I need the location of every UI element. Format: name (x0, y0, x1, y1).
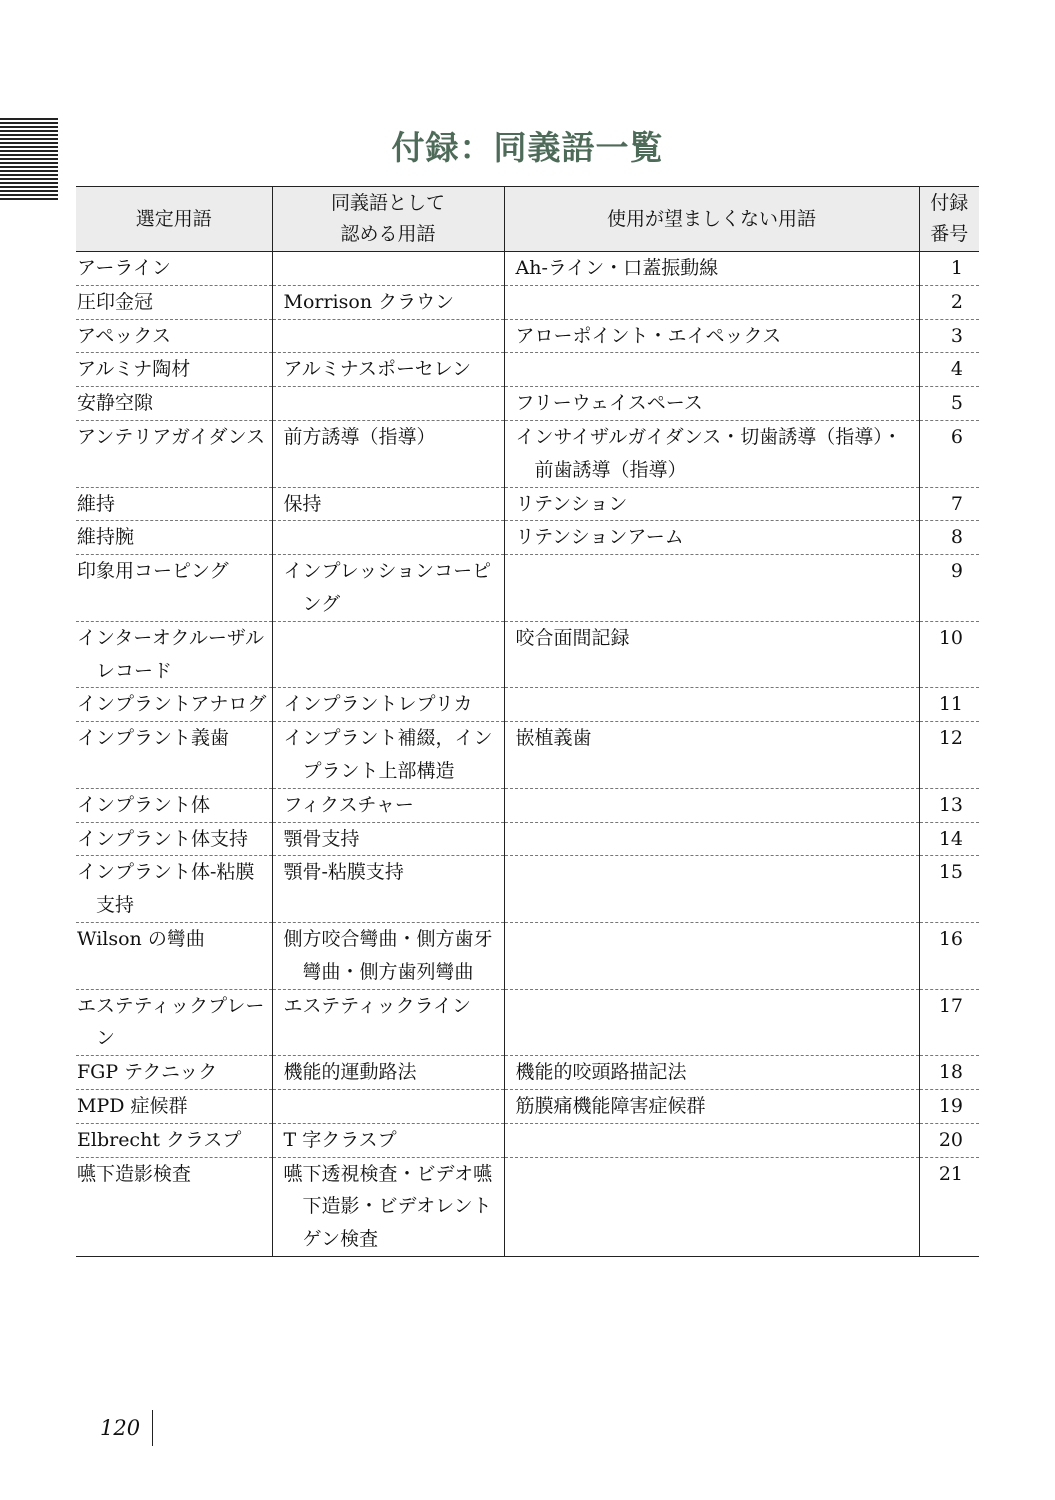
avoid-cell-text: 機能的咬頭路描記法 (515, 1061, 687, 1084)
appendix-number-cell-text: 12 (938, 727, 963, 750)
appendix-number-cell (919, 420, 979, 487)
appendix-number-cell (919, 722, 979, 789)
term-cell (76, 252, 272, 286)
avoid-cell (504, 1089, 919, 1123)
page-number-rule (152, 1410, 153, 1446)
synonym-cell (272, 922, 504, 989)
term-cell-text: アルミナ陶材 (77, 358, 191, 381)
synonym-cell-text: 機能的運動路法 (283, 1061, 417, 1084)
appendix-number-cell (919, 1089, 979, 1123)
avoid-cell-text: フリーウェイスペース (515, 392, 703, 415)
appendix-number-cell-text: 6 (950, 425, 963, 448)
avoid-cell (504, 822, 919, 856)
page-title: 付録：同義語一覧 (391, 128, 664, 167)
appendix-number-cell-text: 10 (938, 626, 963, 649)
appendix-number-cell (919, 856, 979, 923)
term-cell (76, 1157, 272, 1256)
header-term: 選定用語 (76, 187, 272, 252)
table-row (76, 487, 979, 521)
avoid-cell (504, 989, 919, 1056)
term-cell (76, 856, 272, 923)
term-cell (76, 521, 272, 555)
synonym-cell-text: アルミナスポーセレン (283, 358, 472, 381)
synonym-cell (272, 521, 504, 555)
avoid-cell (504, 1157, 919, 1256)
table-row (76, 521, 979, 555)
appendix-number-cell (919, 788, 979, 822)
appendix-number-cell (919, 319, 979, 353)
appendix-number-cell (919, 822, 979, 856)
appendix-number-cell-text: 3 (950, 324, 963, 347)
synonym-cell (272, 856, 504, 923)
term-cell-text: FGP テクニック (77, 1061, 218, 1084)
term-cell-text: Wilson の彎曲 (77, 927, 205, 950)
table-row (76, 1056, 979, 1090)
table-row (76, 285, 979, 319)
synonym-cell (272, 1157, 504, 1256)
avoid-cell (504, 319, 919, 353)
table-row (76, 1089, 979, 1123)
avoid-cell (504, 387, 919, 421)
appendix-number-cell (919, 688, 979, 722)
term-cell-text: MPD 症候群 (77, 1094, 188, 1117)
appendix-number-cell (919, 989, 979, 1056)
table-row (76, 555, 979, 622)
term-cell-text: 維持腕 (77, 526, 135, 549)
avoid-cell (504, 856, 919, 923)
avoid-cell (504, 688, 919, 722)
appendix-number-cell-text: 13 (938, 793, 963, 816)
avoid-cell (504, 555, 919, 622)
avoid-cell (504, 252, 919, 286)
avoid-cell (504, 285, 919, 319)
avoid-cell (504, 788, 919, 822)
term-cell (76, 487, 272, 521)
term-cell-text: 維持 (77, 492, 116, 515)
appendix-number-cell-text: 8 (950, 526, 963, 549)
synonym-cell (272, 487, 504, 521)
avoid-cell (504, 621, 919, 688)
table-body (76, 252, 979, 1257)
term-cell-text: インプラント体-粘膜支持 (77, 861, 255, 917)
synonym-cell (272, 722, 504, 789)
header-synonym-line2: 認める用語 (340, 223, 436, 245)
synonym-cell-text: 顎骨-粘膜支持 (283, 861, 404, 884)
term-cell (76, 722, 272, 789)
synonym-cell (272, 387, 504, 421)
appendix-number-cell-text: 9 (950, 560, 963, 583)
synonym-cell-text: インプラント補綴，インプラント上部構造 (283, 727, 493, 782)
term-cell (76, 1089, 272, 1123)
term-cell (76, 285, 272, 319)
synonym-cell (272, 285, 504, 319)
term-cell-text: アペックス (77, 324, 172, 347)
appendix-number-cell (919, 555, 979, 622)
synonym-cell-text: 保持 (283, 492, 322, 515)
term-cell (76, 387, 272, 421)
appendix-number-cell-text: 11 (938, 693, 963, 716)
table-row (76, 822, 979, 856)
appendix-number-cell (919, 252, 979, 286)
appendix-number-cell (919, 1157, 979, 1256)
table-row (76, 319, 979, 353)
appendix-number-cell-text: 16 (938, 927, 963, 950)
synonym-cell (272, 319, 504, 353)
avoid-cell-text: リテンション (515, 492, 628, 515)
avoid-cell-text: インサイザルガイダンス・切歯誘導（指導）・前歯誘導（指導） (515, 425, 902, 481)
synonym-cell (272, 688, 504, 722)
table-row (76, 252, 979, 286)
avoid-cell (504, 487, 919, 521)
appendix-number-cell-text: 2 (950, 290, 963, 313)
appendix-number-cell (919, 387, 979, 421)
appendix-number-cell (919, 1056, 979, 1090)
synonym-cell-text: 嚥下透視検査・ビデオ嚥下造影・ビデオレントゲン検査 (283, 1162, 493, 1251)
table-row (76, 922, 979, 989)
synonym-cell-text: 側方咬合彎曲・側方歯牙彎曲・側方歯列彎曲 (283, 927, 493, 983)
page-number: 120 (100, 1416, 141, 1440)
term-cell-text: エステティックプレーン (77, 994, 265, 1050)
avoid-cell-text: 咬合面間記録 (515, 626, 630, 649)
synonym-cell-text: Morrison クラウン (283, 290, 455, 313)
table-row (76, 788, 979, 822)
appendix-number-cell-text: 17 (938, 994, 963, 1017)
synonym-cell (272, 1056, 504, 1090)
header-avoid: 使用が望ましくない用語 (504, 187, 919, 252)
avoid-cell-text: アローポイント・エイペックス (515, 324, 782, 347)
synonym-table (76, 186, 979, 1257)
appendix-number-cell-text: 19 (938, 1094, 963, 1117)
synonym-cell-text: インプレッションコーピング (283, 560, 492, 615)
synonym-cell (272, 989, 504, 1056)
term-cell-text: 嚥下造影検査 (77, 1162, 192, 1185)
table-row (76, 856, 979, 923)
term-cell (76, 353, 272, 387)
appendix-number-cell (919, 922, 979, 989)
term-cell (76, 555, 272, 622)
synonym-cell (272, 353, 504, 387)
table-row (76, 1123, 979, 1157)
synonym-cell-text: インプラントレプリカ (283, 693, 473, 716)
term-cell (76, 621, 272, 688)
term-cell (76, 1123, 272, 1157)
term-cell-text: 安静空隙 (77, 392, 154, 415)
appendix-number-cell-text: 1 (950, 257, 963, 279)
synonym-cell (272, 621, 504, 688)
appendix-number-cell (919, 521, 979, 555)
table-row (76, 387, 979, 421)
avoid-cell-text: 嵌植義歯 (515, 727, 592, 750)
avoid-cell (504, 1056, 919, 1090)
term-cell-text: 印象用コーピング (77, 560, 229, 583)
term-cell (76, 319, 272, 353)
appendix-number-cell-text: 4 (950, 358, 963, 381)
header-synonym-line1: 同義語として (330, 192, 445, 214)
term-cell-text: Elbrecht クラスプ (77, 1128, 242, 1151)
synonym-cell-text: T 字クラスプ (283, 1128, 397, 1151)
synonym-cell (272, 1123, 504, 1157)
term-cell-text: インプラント体支持 (77, 827, 249, 850)
term-cell-text: インプラント体 (77, 793, 211, 816)
avoid-cell-text: 筋膜痛機能障害症候群 (515, 1094, 706, 1117)
term-cell-text: アンテリアガイダンス (77, 425, 266, 448)
term-cell (76, 688, 272, 722)
table-row (76, 722, 979, 789)
appendix-number-cell-text: 14 (938, 827, 963, 850)
appendix-number-cell (919, 621, 979, 688)
term-cell-text: インターオクルーザルレコード (77, 626, 264, 682)
synonym-cell-text: 前方誘導（指導） (283, 425, 436, 448)
appendix-number-cell-text: 15 (938, 861, 963, 884)
synonym-cell-text: エステティックライン (283, 994, 472, 1017)
term-cell (76, 989, 272, 1056)
table-row (76, 688, 979, 722)
avoid-cell (504, 922, 919, 989)
table-row (76, 420, 979, 487)
synonym-cell (272, 420, 504, 487)
synonym-cell (272, 555, 504, 622)
synonym-cell (272, 1089, 504, 1123)
table-header-row (76, 187, 979, 252)
header-synonym (272, 187, 504, 252)
term-cell (76, 922, 272, 989)
avoid-cell (504, 353, 919, 387)
avoid-cell (504, 521, 919, 555)
appendix-number-cell-text: 5 (950, 392, 963, 415)
avoid-cell (504, 722, 919, 789)
header-number-line1: 付録 (930, 192, 969, 214)
term-cell (76, 788, 272, 822)
term-cell-text: アーライン (77, 257, 171, 279)
term-cell (76, 822, 272, 856)
appendix-number-cell (919, 487, 979, 521)
table-row (76, 621, 979, 688)
synonym-cell (272, 822, 504, 856)
appendix-number-cell-text: 20 (938, 1128, 963, 1151)
avoid-cell (504, 1123, 919, 1157)
term-cell-text: インプラントアナログ (77, 693, 267, 716)
appendix-number-cell-text: 21 (938, 1162, 963, 1185)
table-row (76, 1157, 979, 1256)
appendix-number-cell-text: 18 (938, 1061, 963, 1084)
synonym-cell-text: フィクスチャー (283, 793, 414, 816)
table-row (76, 353, 979, 387)
synonym-cell-text: 顎骨支持 (283, 827, 360, 850)
appendix-number-cell (919, 285, 979, 319)
appendix-number-cell (919, 1123, 979, 1157)
table-row (76, 989, 979, 1056)
appendix-number-cell-text: 7 (950, 492, 963, 515)
term-cell-text: 圧印金冠 (77, 290, 154, 313)
header-number-line2: 番号 (930, 223, 969, 245)
avoid-cell (504, 420, 919, 487)
appendix-number-cell (919, 353, 979, 387)
term-cell (76, 420, 272, 487)
avoid-cell-text: Ah-ライン・口蓋振動線 (515, 257, 719, 279)
term-cell-text: インプラント義歯 (77, 727, 230, 750)
header-number (919, 187, 979, 252)
term-cell (76, 1056, 272, 1090)
synonym-cell (272, 788, 504, 822)
synonym-cell (272, 252, 504, 286)
avoid-cell-text: リテンションアーム (515, 526, 684, 549)
